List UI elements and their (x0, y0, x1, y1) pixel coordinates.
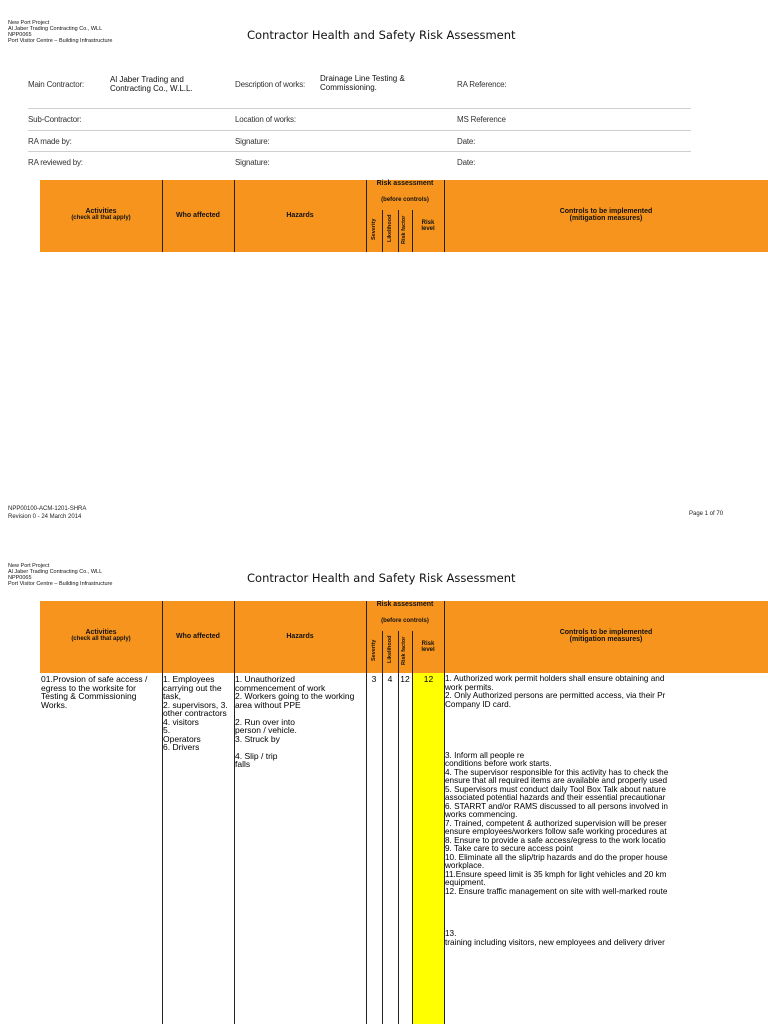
location-label: Location of works: (235, 115, 296, 124)
meta-line: NPP0065 (8, 32, 32, 38)
who-affected-cell: 1. Employees carrying out the task, 2. supervisors, 3. other contractors 4. visitors 5. Operators 6. Drivers (163, 675, 228, 752)
table-row (40, 673, 768, 1024)
column-divider (382, 210, 383, 252)
before-controls-header: (before controls) (381, 197, 429, 203)
divider (28, 151, 691, 152)
column-divider (382, 631, 383, 673)
hazards-cell: 1. Unauthorized commencement of work 2. Workers going to the working area without PPE 2. Run over into person / vehicle. 3. Struck by 4. Slip / trip falls (235, 675, 355, 769)
likelihood-header: Likelihood (387, 635, 393, 663)
activities-header (40, 208, 162, 221)
controls-cell: 1. Authorized work permit holders shall ensure obtaining and work permits. 2. Only Authorized persons are permitted access, via their Pr Company ID card. 3. Inform all people re conditions before work starts. 4. The supervisor responsible for this activity has to check the ensure that all required items are available and properly used 5. Supervisors must conduct daily Tool Box Talk about nature associated potential hazards and their essential precautionar 6. STARRT and/or RAMS discussed to all persons involved in works commencing. 7. Trained, competent & authorized supervision will be preser ensure employees/workers follow safe working procedures at 8. Ensure to provide a safe access/egress to the work locatio 9. Take care to secure access point 10. Eliminate all the slip/trip hazards and do the proper house workplace. 11.Ensure speed limit is 35 kmph for light vehicles and 20 km equipment. 12. Ensure traffic management on site with well-marked route 13. training including visitors, new employees and delivery driver (445, 675, 669, 947)
activities-header-label: Activities (85, 629, 117, 636)
severity-header: Severity (371, 218, 377, 240)
controls-header-label: Controls to be implemented (559, 629, 653, 636)
divider (28, 130, 691, 131)
project-meta (8, 20, 112, 44)
controls-header-sub: (mitigation measures) (569, 215, 643, 222)
signature-label: Signature: (235, 158, 270, 167)
risk-level-header: Risk level (421, 641, 435, 653)
meta-line: Al Jaber Trading Contracting Co., WLL (8, 26, 103, 32)
date-label: Date: (457, 158, 476, 167)
risk-level-highlight (413, 673, 444, 1024)
table-header (40, 180, 768, 252)
column-divider (412, 673, 413, 1024)
controls-header-label: Controls to be implemented (559, 208, 653, 215)
risk-factor-header: Risk factor (401, 636, 407, 665)
column-divider (382, 673, 383, 1024)
severity-header: Severity (371, 639, 377, 661)
hazards-header: Hazards (286, 633, 314, 640)
meta-line: Al Jaber Trading Contracting Co., WLL (8, 569, 103, 575)
divider (28, 108, 691, 109)
who-affected-header: Who affected (176, 212, 220, 219)
column-divider (366, 601, 367, 673)
controls-header (444, 629, 768, 643)
meta-line: NPP0065 (8, 575, 32, 581)
table-header (40, 601, 768, 673)
footer-doc-ref: NPP00100-ACM-1201-SHRA Revision 0 - 24 March 2014 (8, 506, 87, 520)
risk-factor-cell: 12 (400, 675, 410, 684)
activities-header-sub: (check all that apply) (71, 215, 131, 221)
likelihood-cell: 4 (387, 675, 393, 684)
meta-line: Port Visitor Centre – Building Infrastructure (8, 38, 113, 44)
description-value: Drainage Line Testing & Commissioning. (320, 74, 405, 92)
page-number: Page 1 of 70 (689, 511, 724, 517)
activities-header (40, 629, 162, 642)
likelihood-header: Likelihood (387, 214, 393, 242)
controls-header (444, 208, 768, 222)
project-meta (8, 563, 112, 587)
column-divider (366, 180, 367, 252)
ms-reference-label: MS Reference (457, 115, 506, 124)
main-contractor-value: Al Jaber Trading and Contracting Co., W.L.L. (110, 75, 193, 93)
activity-cell: 01.Provsion of safe access / egress to the worksite for Testing & Commissioning Works. (41, 675, 148, 709)
column-divider (398, 210, 399, 252)
risk-assessment-header: Risk assessment (376, 601, 434, 608)
meta-line: Port Visitor Centre – Building Infrastructure (8, 581, 113, 587)
ra-reference-label: RA Reference: (457, 80, 507, 89)
column-divider (398, 673, 399, 1024)
ra-made-by-label: RA made by: (28, 137, 72, 146)
page-title: Contractor Health and Safety Risk Assessment (247, 571, 516, 585)
page-title: Contractor Health and Safety Risk Assessment (247, 28, 516, 42)
date-label: Date: (457, 137, 476, 146)
ra-reviewed-by-label: RA reviewed by: (28, 158, 83, 167)
controls-header-sub: (mitigation measures) (569, 636, 643, 643)
risk-assessment-header: Risk assessment (376, 180, 434, 187)
risk-factor-header: Risk factor (401, 215, 407, 244)
risk-level-header: Risk level (421, 220, 435, 232)
activities-header-label: Activities (85, 208, 117, 215)
meta-line: New Port Project (8, 563, 50, 569)
column-divider (366, 673, 367, 1024)
hazards-header: Hazards (286, 212, 314, 219)
column-divider (398, 631, 399, 673)
sub-contractor-label: Sub-Contractor: (28, 115, 82, 124)
activities-header-sub: (check all that apply) (71, 636, 131, 642)
meta-line: New Port Project (8, 20, 50, 26)
signature-label: Signature: (235, 137, 270, 146)
description-label: Description of works: (235, 80, 306, 89)
severity-cell: 3 (371, 675, 377, 684)
before-controls-header: (before controls) (381, 618, 429, 624)
main-contractor-label: Main Contractor: (28, 80, 84, 89)
risk-level-cell: 12 (423, 675, 434, 684)
who-affected-header: Who affected (176, 633, 220, 640)
